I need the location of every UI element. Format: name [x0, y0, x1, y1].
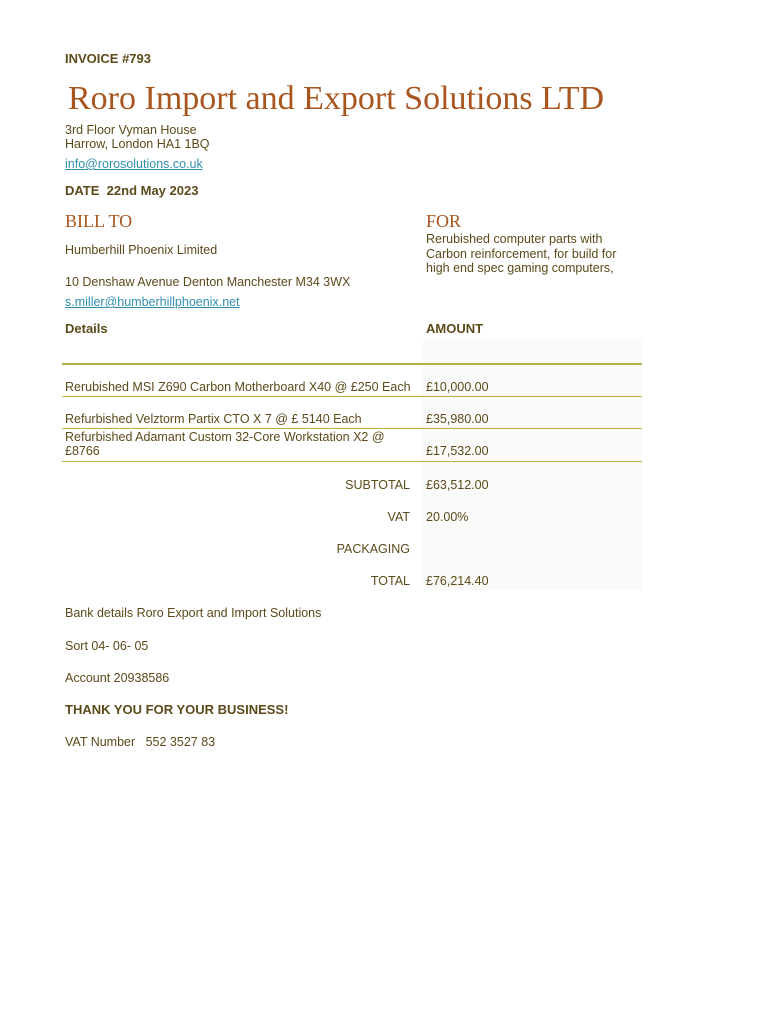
vat-number [65, 735, 215, 749]
bank-details: Bank details Roro Export and Import Solutions [65, 606, 322, 620]
line-item-description: Refurbished Adamant Custom 32-Core Workstation X2 @ £8766 [65, 430, 385, 458]
company-name: Roro Import and Export Solutions LTD [68, 80, 605, 117]
total-label: TOTAL [370, 574, 410, 588]
account-number: Account 20938586 [65, 671, 170, 685]
vat-number-label: VAT Number [65, 735, 136, 749]
line-item-amount: £35,980.00 [426, 412, 489, 426]
invoice-number: INVOICE #793 [65, 51, 151, 66]
row-divider [62, 428, 642, 429]
subtotal-label: SUBTOTAL [345, 478, 410, 492]
line-item-amount: £17,532.00 [426, 444, 489, 458]
vat-number-value: 552 3527 83 [145, 735, 216, 749]
total-value: £76,214.40 [426, 574, 489, 588]
client-email-link[interactable]: s.miller@humberhillphoenix.net [65, 295, 240, 309]
company-address-line-1: 3rd Floor Vyman House [65, 123, 197, 137]
table-header-divider [62, 363, 642, 365]
for-description: Rerubished computer parts with Carbon reinforcement, for build for high end spec gaming computers, [426, 232, 617, 275]
line-item-description: Refurbished Velztorm Partix CTO X 7 @ £ 5140 Each [65, 412, 362, 426]
row-divider [62, 396, 642, 397]
sort-code: Sort 04- 06- 05 [65, 639, 149, 653]
line-item-description: Rerubished MSI Z690 Carbon Motherboard X40 @ £250 Each [65, 380, 411, 394]
row-divider [62, 461, 642, 462]
client-address: 10 Denshaw Avenue Denton Manchester M34 3WX [65, 275, 351, 289]
line-item-amount: £10,000.00 [426, 380, 489, 394]
vat-label: VAT [387, 510, 410, 524]
thank-you-message: THANK YOU FOR YOUR BUSINESS! [65, 702, 289, 717]
details-column-header: Details [65, 321, 108, 336]
vat-value: 20.00% [426, 510, 469, 524]
packaging-label: PACKAGING [336, 542, 410, 556]
amount-column-header: AMOUNT [426, 321, 484, 336]
bill-to-heading: BILL TO [65, 211, 133, 231]
for-heading: FOR [426, 211, 462, 231]
client-name: Humberhill Phoenix Limited [65, 243, 218, 257]
date-value: 22nd May 2023 [106, 183, 199, 198]
amount-column-background [423, 340, 642, 590]
invoice-date [65, 183, 198, 198]
date-label: DATE [65, 183, 100, 198]
company-email-link[interactable]: info@rorosolutions.co.uk [65, 157, 203, 171]
company-address-line-2: Harrow, London HA1 1BQ [65, 137, 210, 151]
subtotal-value: £63,512.00 [426, 478, 489, 492]
